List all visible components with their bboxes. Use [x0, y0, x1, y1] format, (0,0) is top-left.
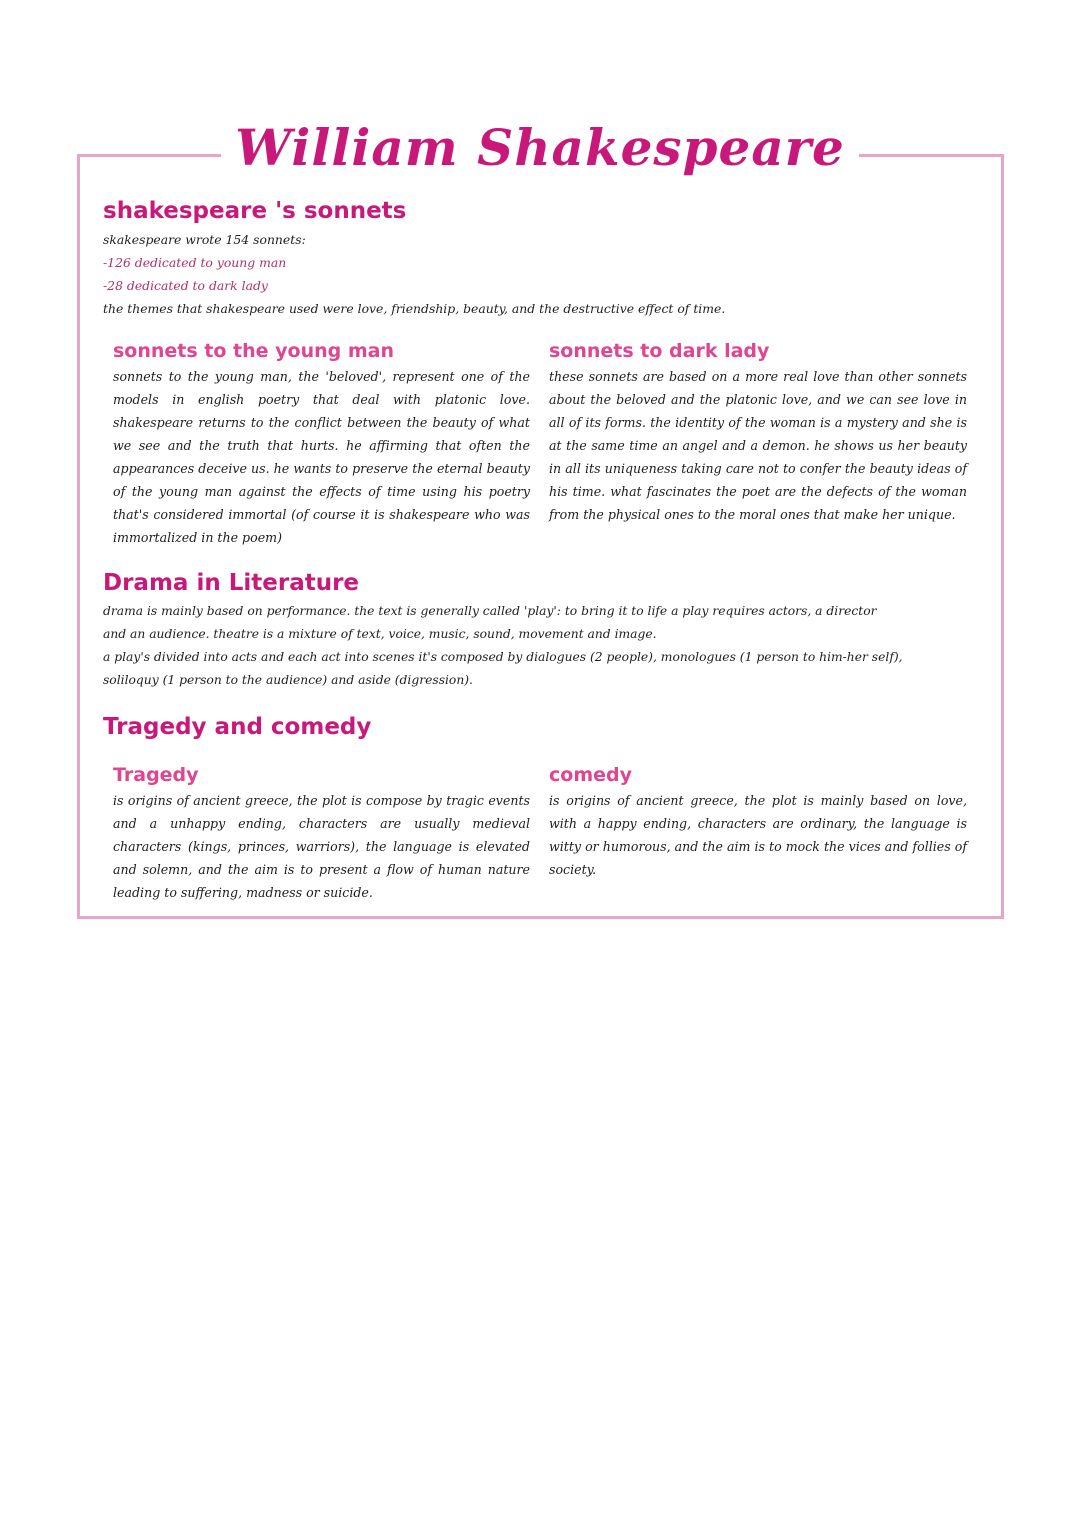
tragedy-comedy-heading: Tragedy and comedy: [103, 714, 372, 740]
drama-line: and an audience. theatre is a mixture of text, voice, music, sound, movement and image.: [103, 627, 657, 641]
drama-line: drama is mainly based on performance. the text is generally called 'play': to bring it to life a play requires actors, a director: [103, 604, 877, 618]
dark-lady-heading: sonnets to dark lady: [549, 340, 770, 362]
drama-line: soliloquy (1 person to the audience) and aside (digression).: [103, 673, 473, 687]
comedy-text: is origins of ancient greece, the plot is mainly based on love, with a happy ending, characters are ordinary, the language is witty or humorous, and the aim is to mock the vices and follies of society.: [549, 793, 967, 877]
sonnets-heading: shakespeare 's sonnets: [103, 198, 407, 224]
sonnets-intro-line: -126 dedicated to young man: [103, 255, 287, 270]
sonnets-intro: [103, 228, 725, 320]
drama-line: a play's divided into acts and each act into scenes it's composed by dialogues (2 people), monologues (1 person to him-her self),: [103, 650, 903, 664]
page-title-wrap: [0, 116, 1080, 180]
comedy-heading: comedy: [549, 764, 632, 786]
tragedy-heading: Tragedy: [113, 764, 199, 786]
dark-lady-text: these sonnets are based on a more real love than other sonnets about the beloved and the platonic love, and we can see love in all of its forms. the identity of the woman is a mystery and she is at the same time an angel and a demon. he shows us her beauty in all its uniqueness taking care not to confer the beauty ideas of his time. what fascinates the poet are the defects of the woman from the physical ones to the moral ones that make her unique.: [549, 369, 967, 522]
young-man-text: sonnets to the young man, the 'beloved', represent one of the models in english poetry that deal with platonic love. shakespeare returns to the conflict between the beauty of what we see and the truth that hurts. he affirming that often the appearances deceive us. he wants to preserve the eternal beauty of the young man against the effects of time using his poetry that's considered immortal (of course it is shakespeare who was immortalized in the poem): [113, 369, 530, 545]
drama-heading: Drama in Literature: [103, 570, 360, 596]
tragedy-text: is origins of ancient greece, the plot is compose by tragic events and a unhappy ending, characters are usually medieval characters (kings, princes, warriors), the language is elevated and solemn, and the aim is to present a flow of human nature leading to suffering, madness or suicide.: [113, 793, 530, 900]
page-title: William Shakespeare: [221, 118, 859, 177]
sonnets-intro-line: skakespeare wrote 154 sonnets:: [103, 232, 306, 247]
sonnets-intro-line: the themes that shakespeare used were love, friendship, beauty, and the destructive effect of time.: [103, 301, 726, 316]
drama-text: [103, 600, 903, 692]
young-man-heading: sonnets to the young man: [113, 340, 395, 362]
sonnets-intro-line: -28 dedicated to dark lady: [103, 278, 268, 293]
